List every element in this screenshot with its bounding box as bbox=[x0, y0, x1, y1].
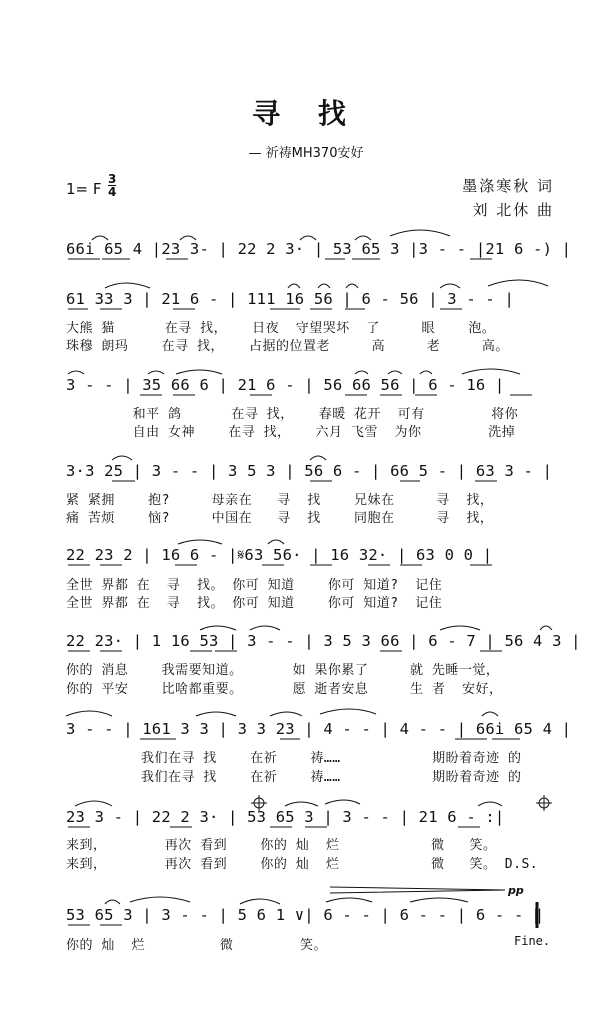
lyric-line-5a: 全世 界都 在 寻 找。 你可 知道 你可 知道? 记住 bbox=[66, 578, 443, 593]
lyric-line-6b: 你的 平安 比啥都重要。 愿 逝者安息 生 者 安好， bbox=[66, 682, 503, 697]
lyric-line-4a: 紧 紧拥 抱? 母亲在 寻 找 兄妹在 寻 找， bbox=[66, 493, 494, 508]
lyric-line-3b: 自由 女神 在寻 找， 六月 飞雪 为你 洗掉 bbox=[66, 425, 516, 440]
score-line-3: 3 - - | 35 66 6 | 21 6 - | 56 66 56 | 6 - 16 | bbox=[66, 376, 505, 394]
song-title: 寻 找 bbox=[252, 97, 360, 130]
key-signature: 1= F bbox=[66, 180, 102, 198]
lyric-line-3a: 和平 鸽 在寻 找， 春暖 花开 可有 将你 bbox=[66, 407, 519, 422]
score-line-4: 3·3 25 | 3 - - | 3 5 3 | 56 6 - | 66 5 - | 63 3 - | bbox=[66, 462, 553, 480]
slur-arc bbox=[66, 709, 498, 716]
dynamic-pianissimo: pp bbox=[508, 884, 524, 897]
lyricist-credit: 墨涤寒秋 词 bbox=[462, 177, 554, 195]
slur-arc bbox=[92, 230, 450, 240]
lyric-line-7a: 我们在寻 找 在祈 祷…… 期盼着奇迹 的 bbox=[66, 751, 522, 766]
lyric-line-8a: 来到， 再次 看到 你的 灿 烂 微 笑。 bbox=[66, 838, 497, 853]
lyric-line-8b: 来到， 再次 看到 你的 灿 烂 微 笑。 D.S. bbox=[66, 857, 539, 872]
time-signature-top: 3 bbox=[108, 172, 117, 186]
slur-arc bbox=[200, 626, 552, 630]
composer-credit: 刘 北休 曲 bbox=[472, 201, 554, 219]
lyric-line-6a: 你的 消息 我需要知道。 如 果你累了 就 先睡一觉， bbox=[66, 663, 500, 678]
lyric-line-7b: 我们在寻 找 在祈 祷…… 期盼着奇迹 的 bbox=[66, 770, 522, 785]
slur-arc bbox=[112, 456, 326, 460]
score-line-9: 53 65 3 | 3 - - | 5 6 1 ∨| 6 - - | 6 - - | 6 - - ‖ bbox=[66, 906, 543, 924]
segno-sign bbox=[536, 795, 552, 811]
lyric-line-5b: 全世 界都 在 寻 找。 你可 知道 你可 知道? 记住 bbox=[66, 596, 443, 611]
lyric-line-2b: 珠穆 朗玛 在寻 找， 占据的位置老 高 老 高。 bbox=[66, 339, 509, 354]
slur-arc bbox=[75, 800, 502, 806]
score-line-6: 22 23· | 1 16 53 | 3 - - | 3 5 3 66 | 6 - 7 | 56 4 3 | bbox=[66, 632, 581, 650]
slur-arc bbox=[68, 369, 520, 374]
time-signature-bottom: 4 bbox=[108, 185, 117, 199]
score-line-1: 66i 65 4 |23 3- | 22 2 3· | 53 65 3 |3 - - |21 6 -) | bbox=[66, 240, 572, 258]
slur-arc bbox=[105, 280, 548, 288]
lyric-line-2a: 大熊 猫 在寻 找， 日夜 守望哭坏 了 眼 泡。 bbox=[66, 321, 496, 336]
score-line-7: 3 - - | 161 3 3 | 3 3 23 | 4 - - | 4 - - | 66i 65 4 | bbox=[66, 720, 572, 738]
slur-arc bbox=[178, 540, 284, 544]
pp-hairline bbox=[330, 887, 505, 893]
slur-arc bbox=[105, 897, 468, 904]
song-subtitle: — 祈祷MH370安好 bbox=[248, 146, 364, 161]
lyric-line-4b: 痛 苦烦 恼? 中国在 寻 找 同胞在 寻 找， bbox=[66, 511, 494, 526]
fine-mark: Fine. bbox=[514, 934, 551, 948]
score-line-8: 23 3 - | 22 2 3· | 53 65 3 | 3 - - | 21 6 - :| bbox=[66, 808, 505, 826]
lyric-line-9: 你的 灿 烂 微 笑。 bbox=[66, 938, 328, 953]
score-line-5: 22 23 2 | 16 6 - |𝄋63 56· | 16 32· | 63 0 0 | bbox=[66, 546, 493, 564]
segno-sign bbox=[251, 795, 267, 811]
score-line-2: 61 33 3 | 21 6 - | 111 16 56 | 6 - 56 | 3 - - | bbox=[66, 290, 514, 308]
